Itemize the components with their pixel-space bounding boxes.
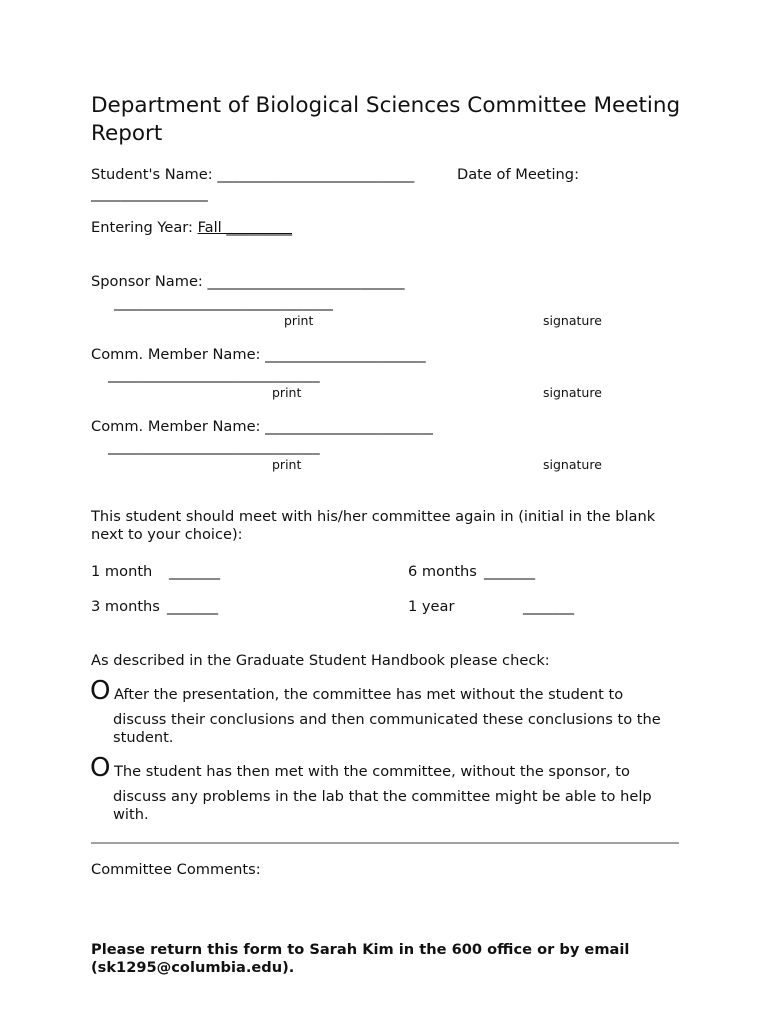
option-1-year-blank[interactable]: _______: [523, 598, 575, 615]
comm-member-2-name-field[interactable]: Comm. Member Name: _______________________: [91, 418, 433, 435]
comm-member-1-signature-label: signature: [543, 385, 602, 400]
entering-year-field[interactable]: Fall _________: [197, 219, 292, 236]
check-item-1-rest: discuss their conclusions and then communicated these conclusions to the student.: [113, 711, 661, 746]
entering-year-row: [91, 219, 292, 237]
option-1-month-blank[interactable]: _______: [169, 563, 221, 580]
return-instructions: Please return this form to Sarah Kim in the 600 office or by email (sk1295@columbia.edu).: [91, 941, 630, 976]
handbook-instruction: As described in the Graduate Student Handbook please check:: [91, 652, 550, 669]
sponsor-print-label: print: [284, 313, 314, 328]
comm-member-1-signature-line[interactable]: _____________________________: [108, 366, 320, 383]
date-of-meeting-field[interactable]: ________________: [91, 185, 208, 202]
option-1-year-label: 1 year: [408, 598, 455, 615]
check-item-2-first-line: The student has then met with the committee, without the sponsor, to: [114, 763, 630, 780]
comm-member-2-signature-line[interactable]: _____________________________: [108, 438, 320, 455]
sponsor-signature-label: signature: [543, 313, 602, 328]
sponsor-signature-line[interactable]: ______________________________: [114, 294, 333, 311]
option-3-months-blank[interactable]: _______: [167, 598, 219, 615]
committee-comments-label: Committee Comments:: [91, 861, 261, 878]
comm-member-1-name-field[interactable]: Comm. Member Name: ______________________: [91, 346, 426, 363]
comm-member-1-print-label: print: [272, 385, 302, 400]
page-title: Department of Biological Sciences Committee Meeting Report: [91, 93, 681, 146]
option-6-months-blank[interactable]: _______: [484, 563, 536, 580]
option-3-months-label: 3 months: [91, 598, 160, 615]
option-6-months-label: 6 months: [408, 563, 477, 580]
check-item-2-rest: discuss any problems in the lab that the committee might be able to help with.: [113, 788, 652, 823]
option-1-month-label: 1 month: [91, 563, 153, 580]
student-name-field[interactable]: Student's Name: ___________________________: [91, 166, 415, 183]
sponsor-name-field[interactable]: Sponsor Name: ___________________________: [91, 273, 405, 290]
comm-member-2-print-label: print: [272, 457, 302, 472]
check-item-2-radio[interactable]: O: [90, 753, 111, 783]
date-of-meeting-label: Date of Meeting:: [457, 166, 579, 183]
check-item-1-first-line: After the presentation, the committee has met without the student to: [114, 686, 624, 703]
entering-year-label: Entering Year:: [91, 219, 193, 236]
comm-member-2-signature-label: signature: [543, 457, 602, 472]
section-divider: [91, 842, 679, 844]
meet-again-instruction: This student should meet with his/her committee again in (initial in the blank next to your choice):: [91, 508, 656, 543]
check-item-1-radio[interactable]: O: [90, 676, 111, 706]
